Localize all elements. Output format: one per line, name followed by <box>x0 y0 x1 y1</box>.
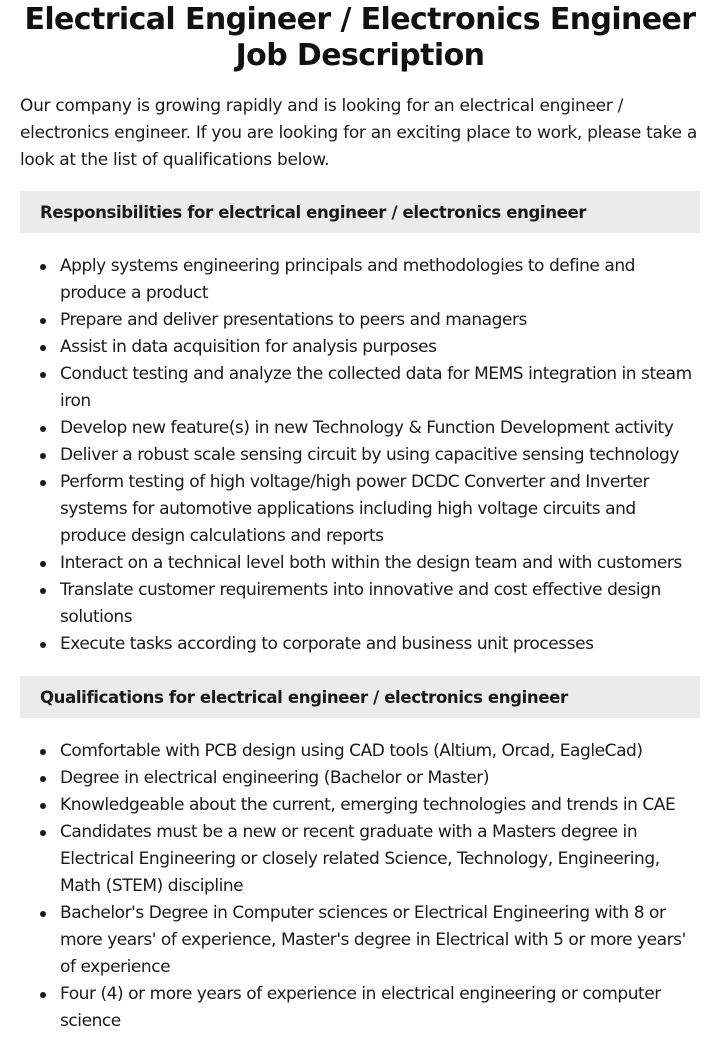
list-item-text: Interact on a technical level both within the design team and with customers <box>60 553 682 573</box>
qualifications-heading: Qualifications for electrical engineer / electronics engineer <box>40 687 568 707</box>
responsibilities-header <box>20 191 700 233</box>
list-item-text: Candidates must be a new or recent graduate with a Masters degree in Electrical Engineering or closely related Science, Technology, Engineering, Math (STEM) discipline <box>60 822 660 896</box>
list-item-text: Deliver a robust scale sensing circuit by using capacitive sensing technology <box>60 445 680 465</box>
bullet-icon <box>40 776 46 782</box>
list-item <box>60 577 700 631</box>
bullet-icon <box>40 588 46 594</box>
list-item-text: Execute tasks according to corporate and business unit processes <box>60 634 594 654</box>
list-item <box>60 738 700 765</box>
list-item <box>60 792 700 819</box>
list-item-text: Comfortable with PCB design using CAD tools (Altium, Orcad, EagleCad) <box>60 741 643 761</box>
list-item-text: Perform testing of high voltage/high power DCDC Converter and Inverter systems for automotive applications including high voltage circuits and produce design calculations and reports <box>60 472 650 546</box>
list-item <box>60 631 700 658</box>
list-item <box>60 550 700 577</box>
list-item-text: Prepare and deliver presentations to peers and managers <box>60 310 527 330</box>
list-item-text: Develop new feature(s) in new Technology & Function Development activity <box>60 418 674 438</box>
responsibilities-list <box>20 253 700 658</box>
list-item <box>60 900 700 981</box>
qualifications-header <box>20 676 700 718</box>
list-item <box>60 469 700 550</box>
page-title: Electrical Engineer / Electronics Engineer Job Description <box>24 2 696 73</box>
list-item-text: Assist in data acquisition for analysis purposes <box>60 337 437 357</box>
list-item-text: Knowledgeable about the current, emerging technologies and trends in CAE <box>60 795 676 815</box>
responsibilities-heading: Responsibilities for electrical engineer / electronics engineer <box>40 202 587 222</box>
list-item-text: Apply systems engineering principals and methodologies to define and produce a product <box>60 256 636 303</box>
list-item <box>60 819 700 900</box>
list-item <box>60 361 700 415</box>
list-item-text: Bachelor's Degree in Computer sciences or Electrical Engineering with 8 or more years' of experience, Master's degree in Electrical with 5 or more years' of experience <box>60 903 686 977</box>
list-item-text: Translate customer requirements into innovative and cost effective design solutions <box>60 580 661 627</box>
bullet-icon <box>40 561 46 567</box>
intro-paragraph: Our company is growing rapidly and is looking for an electrical engineer / electronics engineer. If you are looking for an exciting place to work, please take a look at the list of qualifications below. <box>20 96 697 170</box>
bullet-icon <box>40 372 46 378</box>
bullet-icon <box>40 911 46 917</box>
bullet-icon <box>40 480 46 486</box>
bullet-icon <box>40 803 46 809</box>
list-item <box>60 765 700 792</box>
bullet-icon <box>40 642 46 648</box>
list-item-text: Conduct testing and analyze the collected data for MEMS integration in steam iron <box>60 364 692 411</box>
list-item <box>60 981 700 1035</box>
bullet-icon <box>40 453 46 459</box>
qualifications-list <box>20 738 700 1035</box>
list-item <box>60 253 700 307</box>
bullet-icon <box>40 345 46 351</box>
bullet-icon <box>40 318 46 324</box>
list-item <box>60 307 700 334</box>
list-item-text: Four (4) or more years of experience in electrical engineering or computer science <box>60 984 661 1031</box>
bullet-icon <box>40 992 46 998</box>
bullet-icon <box>40 264 46 270</box>
bullet-icon <box>40 749 46 755</box>
list-item-text: Degree in electrical engineering (Bachelor or Master) <box>60 768 489 788</box>
list-item <box>60 415 700 442</box>
list-item <box>60 442 700 469</box>
bullet-icon <box>40 830 46 836</box>
list-item <box>60 334 700 361</box>
bullet-icon <box>40 426 46 432</box>
